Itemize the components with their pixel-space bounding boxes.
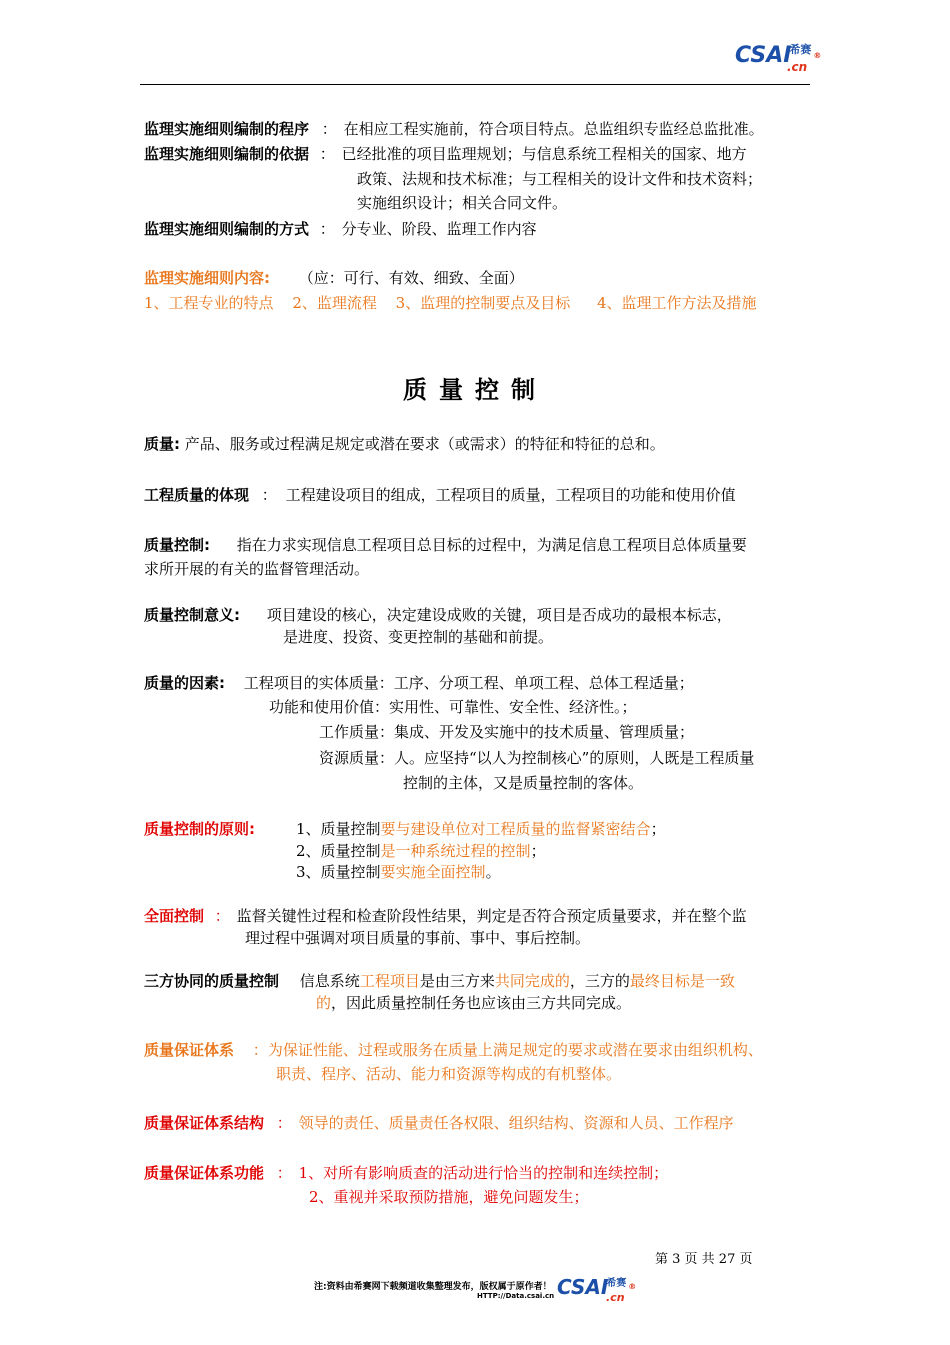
tripartite-highlight-3: 最终目标是一致 bbox=[629, 972, 735, 990]
assurance-line-2: 职责、程序、活动、能力和资源等构成的有机整体。 bbox=[276, 1065, 622, 1083]
footer-logo-reg: ® bbox=[628, 1282, 637, 1291]
footer-logo-domain: .cn bbox=[606, 1291, 625, 1304]
content-item-3: 3、监理的控制要点及目标 bbox=[395, 294, 571, 312]
function-label: 质量保证体系功能 bbox=[144, 1164, 265, 1182]
factors-row bbox=[144, 672, 694, 693]
assurance-sep: ： bbox=[252, 1041, 268, 1059]
structure-sep: ： bbox=[276, 1114, 292, 1132]
principle-item-1 bbox=[296, 818, 666, 839]
procedure-label: 监理实施细则编制的程序 bbox=[144, 120, 310, 138]
footer-note: 注:资料由希赛网下载频道收集整理发布，版权属于原作者！ bbox=[314, 1282, 552, 1292]
principle-3-suffix: 。 bbox=[485, 863, 501, 881]
logo-domain: .cn bbox=[787, 60, 808, 74]
quality-row bbox=[144, 433, 665, 454]
control-line-1: 指在力求实现信息工程项目总目标的过程中，为满足信息工程项目总体质量要 bbox=[236, 536, 747, 554]
footer-url: HTTP://Data.csai.cn bbox=[477, 1292, 555, 1300]
embodiment-row bbox=[144, 484, 736, 505]
comprehensive-label: 全面控制 bbox=[144, 907, 205, 925]
logo-main: CSAI bbox=[735, 43, 792, 68]
footer-logo-zh: 希赛 bbox=[606, 1278, 627, 1289]
control-label: 质量控制: bbox=[144, 536, 210, 554]
quality-label: 质量: bbox=[144, 435, 180, 453]
significance-line-2: 是进度、投资、变更控制的基础和前提。 bbox=[283, 628, 554, 646]
page-title: 质量控制 bbox=[403, 376, 547, 404]
header-rule bbox=[140, 84, 810, 85]
logo-zh: 希赛 bbox=[789, 43, 812, 56]
content-items bbox=[144, 292, 757, 313]
function-line-1: 1、对所有影响质查的活动进行恰当的控制和连续控制； bbox=[298, 1164, 669, 1182]
principle-1-suffix: ； bbox=[650, 820, 666, 838]
quality-text: 产品、服务或过程满足规定或潜在要求（或需求）的特征和特征的总和。 bbox=[184, 435, 665, 453]
procedure-row bbox=[144, 118, 764, 139]
basis-line-1: 已经批准的项目监理规划；与信息系统工程相关的国家、地方 bbox=[341, 145, 747, 163]
basis-sep: ： bbox=[319, 145, 335, 163]
embodiment-text: 工程建设项目的组成，工程项目的质量，工程项目的功能和使用价值 bbox=[285, 486, 736, 504]
content-label: 监理实施细则内容: bbox=[144, 269, 270, 287]
principle-2-highlight: 是一种系统过程的控制 bbox=[380, 842, 531, 860]
tripartite-line-2 bbox=[316, 992, 631, 1013]
tripartite-line-2-text: ，因此质量控制任务也应该由三方共同完成。 bbox=[331, 994, 632, 1012]
procedure-text: 在相应工程实施前，符合项目特点。总监组织专监经总监批准。 bbox=[343, 120, 764, 138]
function-sep: ： bbox=[276, 1164, 292, 1182]
principle-2-suffix: ； bbox=[530, 842, 546, 860]
comprehensive-row bbox=[144, 905, 747, 926]
method-row bbox=[144, 218, 537, 239]
method-label: 监理实施细则编制的方式 bbox=[144, 220, 310, 238]
principles-row bbox=[144, 818, 255, 839]
tripartite-text-2: 是由三方来 bbox=[419, 972, 495, 990]
tripartite-line-2-highlight: 的 bbox=[316, 994, 332, 1012]
control-line-2: 求所开展的有关的监督管理活动。 bbox=[144, 560, 370, 578]
content-row bbox=[144, 267, 524, 288]
factors-line-3: 工作质量：集成、开发及实施中的技术质量、管理质量； bbox=[319, 723, 695, 741]
basis-label: 监理实施细则编制的依据 bbox=[144, 145, 310, 163]
tripartite-highlight-2: 共同完成的 bbox=[494, 972, 570, 990]
factors-line-1: 工程项目的实体质量：工序、分项工程、单项工程、总体工程适量； bbox=[243, 674, 694, 692]
principle-3-prefix: 3、质量控制 bbox=[296, 863, 381, 881]
header-logo bbox=[735, 44, 821, 71]
significance-label: 质量控制意义: bbox=[144, 606, 240, 624]
factors-line-4: 资源质量：人。应坚持“以人为控制核心”的原则，人既是工程质量 bbox=[319, 749, 755, 767]
principle-1-highlight: 要与建设单位对工程质量的监督紧密结合 bbox=[380, 820, 651, 838]
factors-line-5: 控制的主体，又是质量控制的客体。 bbox=[403, 774, 644, 792]
content-item-1: 1、工程专业的特点 bbox=[144, 294, 274, 312]
principle-3-highlight: 要实施全面控制 bbox=[380, 863, 486, 881]
control-row bbox=[144, 534, 747, 555]
assurance-label: 质量保证体系 bbox=[144, 1041, 235, 1059]
basis-row bbox=[144, 143, 747, 164]
content-item-2: 2、监理流程 bbox=[292, 294, 377, 312]
factors-line-2: 功能和使用价值：实用性、可靠性、安全性、经济性。； bbox=[269, 698, 637, 716]
significance-line-1: 项目建设的核心，决定建设成败的关键，项目是否成功的最根本标志， bbox=[266, 606, 732, 624]
embodiment-sep: ： bbox=[261, 486, 277, 504]
factors-label: 质量的因素: bbox=[144, 674, 225, 692]
tripartite-label: 三方协同的质量控制 bbox=[144, 972, 280, 990]
structure-text: 领导的责任、质量责任各权限、组织结构、资源和人员、工作程序 bbox=[298, 1114, 734, 1132]
procedure-sep: ： bbox=[321, 120, 337, 138]
footer-logo-main: CSAI bbox=[557, 1275, 609, 1299]
content-item-4: 4、监理工作方法及措施 bbox=[596, 294, 757, 312]
tripartite-row bbox=[144, 970, 735, 991]
structure-row bbox=[144, 1112, 734, 1133]
function-row bbox=[144, 1162, 668, 1183]
content-note: （应：可行、有效、细致、全面） bbox=[298, 269, 524, 287]
principle-item-2 bbox=[296, 840, 546, 861]
page-number: 第 3 页 共 27 页 bbox=[655, 1252, 753, 1267]
basis-line-3: 实施组织设计；相关合同文件。 bbox=[357, 194, 568, 212]
basis-line-2: 政策、法规和技术标准；与工程相关的设计文件和技术资料； bbox=[357, 170, 763, 188]
method-text: 分专业、阶段、监理工作内容 bbox=[341, 220, 537, 238]
assurance-line-1: 为保证性能、过程或服务在质量上满足规定的要求或潜在要求由组织机构、 bbox=[267, 1041, 763, 1059]
logo-reg: ® bbox=[813, 51, 822, 60]
method-sep: ： bbox=[319, 220, 335, 238]
function-line-2: 2、重视并采取预防措施，避免问题发生； bbox=[309, 1188, 589, 1206]
embodiment-label: 工程质量的体现 bbox=[144, 486, 250, 504]
assurance-row bbox=[144, 1039, 763, 1060]
principle-1-prefix: 1、质量控制 bbox=[296, 820, 381, 838]
comprehensive-sep: ： bbox=[214, 907, 230, 925]
tripartite-highlight-1: 工程项目 bbox=[359, 972, 420, 990]
significance-row bbox=[144, 604, 732, 625]
principle-2-prefix: 2、质量控制 bbox=[296, 842, 381, 860]
structure-label: 质量保证体系结构 bbox=[144, 1114, 265, 1132]
principles-label: 质量控制的原则: bbox=[144, 820, 255, 838]
comprehensive-line-2: 理过程中强调对项目质量的事前、事中、事后控制。 bbox=[245, 929, 591, 947]
tripartite-text-3: ，三方的 bbox=[569, 972, 630, 990]
comprehensive-line-1: 监督关键性过程和检查阶段性结果，判定是否符合预定质量要求，并在整个监 bbox=[236, 907, 747, 925]
principle-item-3 bbox=[296, 861, 501, 882]
tripartite-text-1: 信息系统 bbox=[299, 972, 360, 990]
